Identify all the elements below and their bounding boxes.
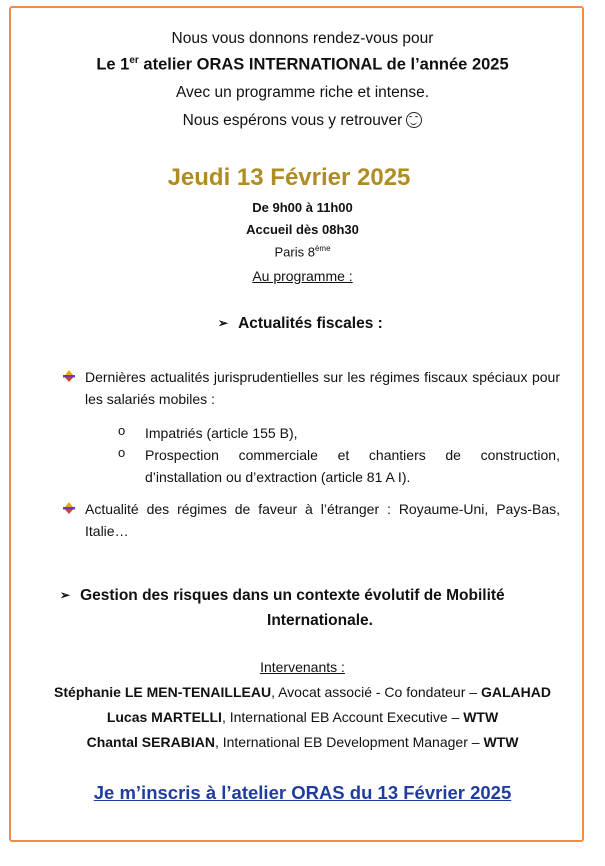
- sub-bullet-icon: o: [118, 423, 126, 438]
- smiley-icon: [406, 112, 422, 128]
- speaker-line: Chantal SERABIAN, International EB Development Manager – WTW: [86, 734, 519, 750]
- event-hours: De 9h00 à 11h00: [252, 200, 353, 215]
- colored-arrow-bullet-icon: [62, 369, 76, 383]
- bullet-jurisprudence: Dernières actualités jurisprudentielles sur les régimes fiscaux spéciaux pour les salariés mobiles :: [85, 369, 560, 407]
- program-label: Au programme :: [252, 268, 353, 284]
- event-date: Jeudi 13 Février 2025: [167, 164, 411, 191]
- section-title-tax: ➢ Actualités fiscales :: [218, 315, 383, 332]
- registration-link[interactable]: Je m’inscris à l’atelier ORAS du 13 Février 2025: [93, 782, 512, 803]
- speaker-line: Lucas MARTELLI, International EB Account Executive – WTW: [106, 709, 499, 725]
- speakers-title: Intervenants :: [260, 659, 345, 675]
- event-welcome-time: Accueil dès 08h30: [246, 222, 359, 237]
- event-headline: Le 1er atelier ORAS INTERNATIONAL de l’année 2025: [96, 55, 509, 74]
- sub-item-impatries: Impatriés (article 155 B),: [145, 425, 298, 441]
- event-location: Paris 8ème: [274, 244, 331, 260]
- intro-line: Nous vous donnons rendez-vous pour: [171, 30, 434, 47]
- colored-arrow-bullet-icon: [62, 501, 76, 515]
- program-tagline: Avec un programme riche et intense.: [175, 84, 429, 101]
- welcome-line: Nous espérons vous y retrouver: [0, 112, 605, 130]
- arrow-bullet-icon: ➢: [60, 588, 71, 602]
- arrow-bullet-icon: ➢: [218, 316, 229, 330]
- speaker-line: Stéphanie LE MEN-TENAILLEAU, Avocat associé - Co fondateur – GALAHAD: [54, 684, 551, 700]
- sub-item-prospection: Prospection commerciale et chantiers de construction, d’installation ou d’extraction (article 81 A I).: [145, 447, 560, 485]
- sub-bullet-icon: o: [118, 445, 126, 460]
- bullet-foreign-regimes: Actualité des régimes de faveur à l’étranger : Royaume-Uni, Pays-Bas, Italie…: [85, 501, 560, 539]
